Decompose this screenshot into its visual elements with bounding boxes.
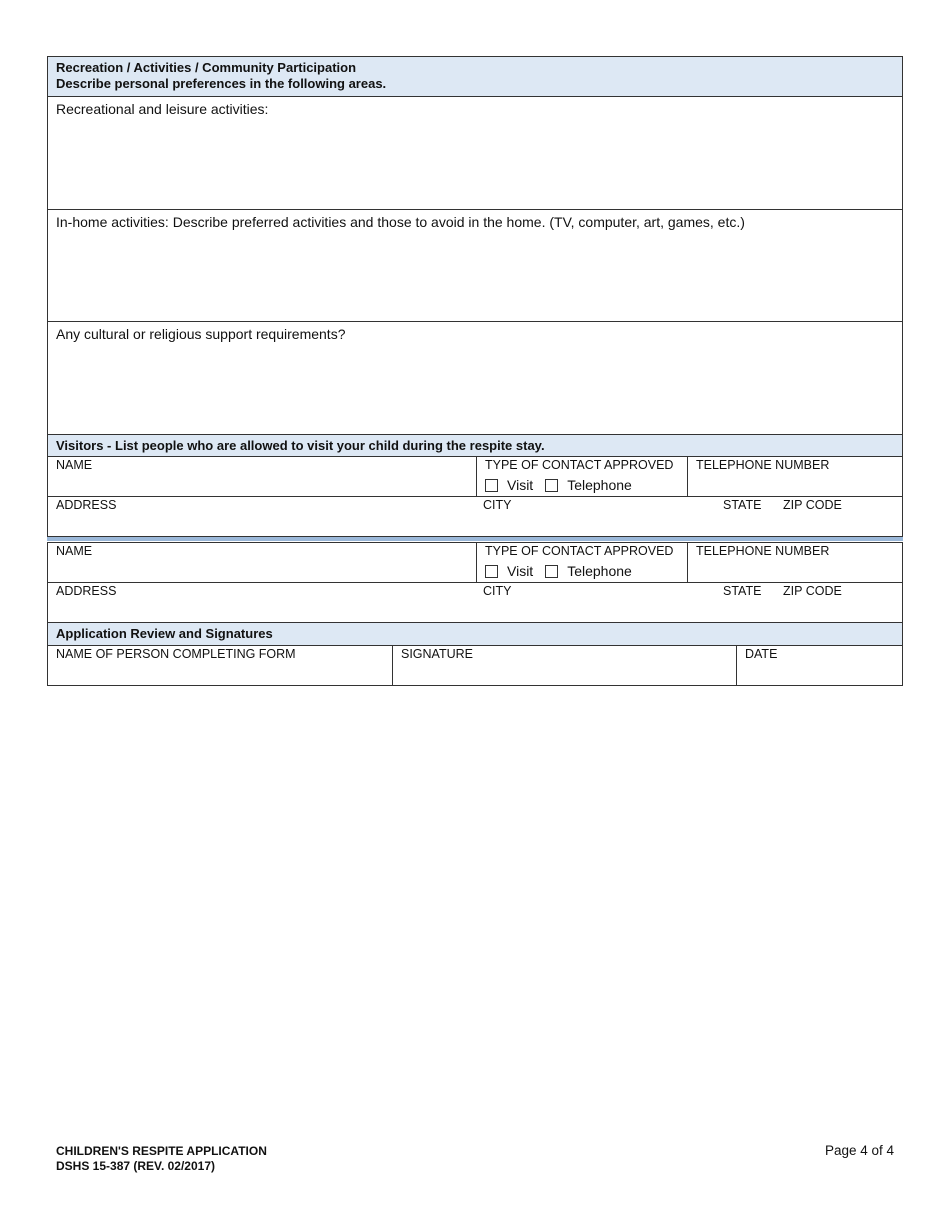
recreational-activities-field[interactable] <box>47 96 903 209</box>
visitor-2-city-field[interactable] <box>475 583 715 622</box>
visitor-2-address-field[interactable] <box>48 583 475 622</box>
visitor-1-phone-field[interactable] <box>687 457 902 496</box>
visitor-2-state-label: STATE <box>723 584 762 598</box>
visitors-header-text: Visitors - List people who are allowed to visit your child during the respite stay. <box>56 438 545 453</box>
signature-label: SIGNATURE <box>401 647 473 661</box>
footer-page-number: Page 4 of 4 <box>824 1143 894 1158</box>
visitor-2-name-label: NAME <box>56 544 93 558</box>
visitor-2-name-field[interactable] <box>48 543 476 582</box>
review-section-header <box>47 622 903 645</box>
person-completing-form-label: NAME OF PERSON COMPLETING FORM <box>56 647 296 661</box>
visitor-1-visit-label: Visit <box>507 477 534 493</box>
footer-form-number: DSHS 15-387 (REV. 02/2017) <box>56 1159 215 1173</box>
visitor-2-phone-label: TELEPHONE NUMBER <box>696 544 830 558</box>
visitor-1-telephone-label: Telephone <box>567 477 632 493</box>
visitor-1-name-field[interactable] <box>48 457 476 496</box>
visitor-1-contact-type <box>476 457 687 496</box>
visitor-1-zip-field[interactable] <box>775 497 902 536</box>
footer-form-info <box>56 1144 267 1174</box>
visitor-1-zip-label: ZIP CODE <box>783 498 842 512</box>
inhome-activities-field[interactable] <box>47 209 903 321</box>
visitor-1-name-row <box>47 456 903 496</box>
date-label: DATE <box>745 647 778 661</box>
recreation-title: Recreation / Activities / Community Participation <box>56 60 357 75</box>
visitor-2-name-row <box>47 542 903 582</box>
visitor-2-visit-checkbox[interactable] <box>485 565 498 578</box>
visitor-1-contact-label: TYPE OF CONTACT APPROVED <box>485 458 674 472</box>
visitor-2-state-field[interactable] <box>715 583 775 622</box>
visitor-2-telephone-checkbox[interactable] <box>545 565 558 578</box>
visitor-2-telephone-label: Telephone <box>567 563 632 579</box>
visitor-2-contact-label: TYPE OF CONTACT APPROVED <box>485 544 674 558</box>
form-bottom-border <box>47 685 903 686</box>
visitor-2-zip-label: ZIP CODE <box>783 584 842 598</box>
signature-row <box>47 645 903 685</box>
visitor-1-state-label: STATE <box>723 498 762 512</box>
visitor-2-address-row <box>47 582 903 622</box>
recreation-section-header <box>47 56 903 96</box>
recreation-subtitle: Describe personal preferences in the following areas. <box>56 76 387 91</box>
visitor-2-contact-type <box>476 543 687 582</box>
visitor-1-telephone-checkbox[interactable] <box>545 479 558 492</box>
signature-field[interactable] <box>392 646 736 685</box>
review-header-text: Application Review and Signatures <box>56 626 273 641</box>
recreational-activities-label: Recreational and leisure activities: <box>56 101 269 117</box>
visitor-2-address-label: ADDRESS <box>56 584 117 598</box>
visitor-1-phone-label: TELEPHONE NUMBER <box>696 458 830 472</box>
inhome-activities-label: In-home activities: Describe preferred activities and those to avoid in the home. (TV, computer, art, games, etc.) <box>56 214 745 230</box>
visitor-separator <box>47 536 903 541</box>
visitor-1-visit-checkbox[interactable] <box>485 479 498 492</box>
footer-form-title: CHILDREN'S RESPITE APPLICATION <box>56 1144 267 1158</box>
visitor-1-city-field[interactable] <box>475 497 715 536</box>
person-completing-form-field[interactable] <box>48 646 392 685</box>
visitors-section-header <box>47 434 903 456</box>
visitor-1-city-label: CITY <box>483 498 512 512</box>
visitor-2-city-label: CITY <box>483 584 512 598</box>
cultural-support-label: Any cultural or religious support requirements? <box>56 326 346 342</box>
visitor-1-name-label: NAME <box>56 458 93 472</box>
visitor-1-address-field[interactable] <box>48 497 475 536</box>
date-field[interactable] <box>736 646 902 685</box>
visitor-1-address-row <box>47 496 903 536</box>
visitor-2-phone-field[interactable] <box>687 543 902 582</box>
visitor-2-visit-label: Visit <box>507 563 534 579</box>
cultural-support-field[interactable] <box>47 321 903 434</box>
visitor-1-address-label: ADDRESS <box>56 498 117 512</box>
visitor-1-state-field[interactable] <box>715 497 775 536</box>
visitor-2-zip-field[interactable] <box>775 583 902 622</box>
